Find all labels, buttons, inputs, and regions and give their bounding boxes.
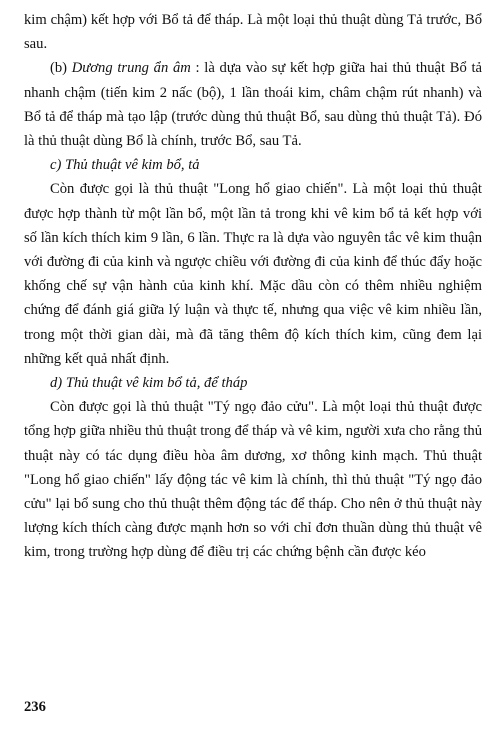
paragraph-long-ho-giao-chien <box>24 177 482 371</box>
paragraph-ty-ngo-dao-cuu <box>24 395 482 564</box>
section-heading-c <box>24 153 482 177</box>
heading-lead: c) <box>50 157 62 174</box>
heading-lead: d) <box>50 375 63 392</box>
page-number: 236 <box>24 699 46 715</box>
body-text <box>24 8 482 565</box>
paragraph-duong-trung-an-am <box>24 56 482 153</box>
heading-text: Thủ thuật vê kim bổ, tả <box>65 157 200 174</box>
paragraph-lead: (b) <box>50 60 68 77</box>
paragraph-italic-term: Dương trung ẩn âm <box>71 60 191 77</box>
paragraph-text: Còn được gọi là thủ thuật "Long hổ giao chiến". Là một loại thủ thuật được hợp thành từ một lần bổ, một lần tả trong khi vê kim bổ tả kết hợp với số lần kích thích kim 9 lần, 6 lần. Thực ra là dựa vào nguyên tắc vê kim thuận với đường đi của kinh và ngược chiều với đường đi của kinh để thúc đẩy hoặc khống chế sự vận hành của kinh khí. Mặc dầu còn có thêm nhiều nghiệm chứng để đánh giá giữa lý luận và thực tế, nhưng qua việc vê kim nhiều lần, trong một thời gian dài, mà đã tăng thêm độ kích thích kim, cũng đem lại những kết quả nhất định. <box>24 181 482 367</box>
paragraph-text: kim chậm) kết hợp với Bổ tả để tháp. Là một loại thủ thuật dùng Tả trước, Bổ sau. <box>24 12 482 53</box>
paragraph-continuation <box>24 8 482 56</box>
section-heading-d <box>24 371 482 395</box>
heading-text: Thủ thuật vê kim bổ tả, để tháp <box>65 375 248 392</box>
paragraph-text: Còn được gọi là thủ thuật "Tý ngọ đảo cửu". Là một loại thủ thuật được tổng hợp giữa nhiều thủ thuật trong để tháp và vê kim, người xưa cho rằng thủ thuật này có tác dụng điều hòa âm dương, xơ thông kinh mạch. Thủ thuật "Long hổ giao chiến" lấy động tác vê kim là chính, thì thủ thuật "Tý ngọ đảo cửu" lại bổ sung cho thủ thuật thêm động tác để tháp. Cho nên ở thủ thuật này lượng kích thích càng được mạnh hơn so với chỉ đơn thuần dùng thủ thuật vê kim, trong trường hợp dùng để điều trị các chứng bệnh cần được kéo <box>24 399 482 561</box>
paragraph-text: : là dựa vào sự kết hợp giữa hai thủ thuật Bổ tả nhanh chậm (tiến kim 2 nấc (bộ), 1 lần thoái kim, châm chậm rút nhanh) và Bổ tả để tháp mà tạo lập (trước dùng thủ thuật Bổ, sau dùng thủ thuật Tả). Đó là thủ thuật dùng Bổ là chính, trước Bổ, sau Tả. <box>24 60 483 150</box>
